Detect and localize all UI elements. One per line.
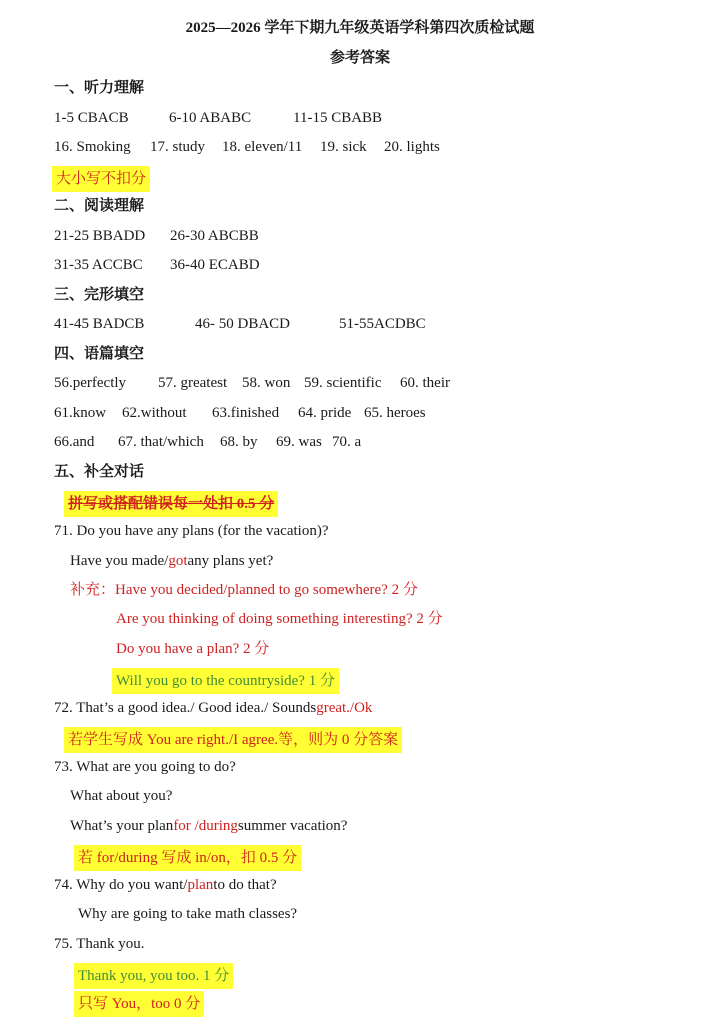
answer-row [54, 137, 440, 157]
answer-group: 51-55ACDBC [339, 316, 426, 332]
question-75: 75. Thank you. [54, 936, 145, 952]
answer-text: Have you made/ [70, 553, 169, 569]
supplement-answer: Have you decided/planned to go somewhere? 2 分 [115, 582, 418, 598]
grading-note-text: 若 for/during 写成 in/on，扣 0.5 分 [74, 845, 301, 871]
answer-group: 46- 50 DBACD [195, 316, 291, 332]
answer-text: 72. That’s a good idea./ Good idea./ Sounds [54, 700, 317, 716]
supplement-answer: Are you thinking of doing something interesting? 2 分 [116, 611, 443, 627]
answer-item: 19. sick [320, 139, 367, 155]
answer-item: 57. greatest [158, 375, 228, 391]
question-73: 73. What are you going to do? [54, 759, 236, 775]
answer-text: any plans yet? [187, 553, 274, 569]
grading-note [74, 845, 301, 871]
answer-item: 16. Smoking [54, 139, 131, 155]
page-subtitle: 参考答案 [329, 50, 390, 66]
section-heading-cloze: 三、完形填空 [54, 287, 145, 303]
answer-line [70, 816, 347, 836]
answer-group: 26-30 ABCBB [170, 228, 259, 244]
answer-item: 64. pride [298, 405, 352, 421]
supplement-answer: Do you have a plan? 2 分 [116, 641, 270, 657]
answer-item: 60. their [400, 375, 450, 391]
grading-note [52, 166, 150, 192]
grading-note-text: 拼写或搭配错误每一处扣 0.5 分 [64, 491, 278, 517]
answer-item: 65. heroes [364, 405, 426, 421]
answer-group: 41-45 BADCB [54, 316, 145, 332]
answer-row [54, 403, 426, 423]
supplement-answer: Will you go to the countryside? 1 分 [112, 668, 339, 694]
answer-text: to do that? [213, 877, 277, 893]
section-heading-passage-fill: 四、语篇填空 [54, 346, 145, 362]
answer-text: summer vacation? [237, 818, 348, 834]
section-heading-listening: 一、听力理解 [54, 80, 145, 96]
page-title: 2025—2026 学年下期九年级英语学科第四次质检试题 [185, 20, 535, 36]
supplement-line [70, 580, 418, 600]
question-71: 71. Do you have any plans (for the vacation)? [54, 523, 329, 539]
answer-line: What about you? [70, 788, 173, 804]
supplement-label: 补充： [70, 582, 116, 598]
supplement-answer-highlight [112, 668, 339, 694]
answer-variant: for /during [173, 818, 238, 834]
section-heading-dialogue: 五、补全对话 [54, 464, 145, 480]
answer-group: 1-5 CBACB [54, 110, 129, 126]
answer-item: 67. that/which [118, 434, 204, 450]
answer-item: 69. was [276, 434, 322, 450]
answer-row [54, 108, 382, 128]
answer-item: 68. by [220, 434, 258, 450]
answer-row [54, 255, 260, 275]
answer-line [70, 551, 273, 571]
answer-item: 20. lights [384, 139, 440, 155]
grading-note [64, 491, 278, 517]
grading-note-text: 只写 You，too 0 分 [74, 991, 204, 1017]
answer-row [54, 226, 259, 246]
answer-text: 74. Why do you want/ [54, 877, 188, 893]
answer-item: 17. study [150, 139, 206, 155]
grading-note-text: 大小写不扣分 [52, 166, 150, 192]
answer-item: 56.perfectly [54, 375, 127, 391]
answer-item: 70. a [332, 434, 362, 450]
answer-item: 66.and [54, 434, 95, 450]
answer-item: 58. won [242, 375, 291, 391]
grading-note-text: 若学生写成 You are right./I agree.等，则为 0 分答案 [64, 727, 402, 753]
answer-group: 11-15 CBABB [293, 110, 383, 126]
answer-text: What’s your plan [70, 818, 174, 834]
answer-row [54, 432, 361, 452]
answer-item: 63.finished [212, 405, 280, 421]
grading-note [74, 991, 204, 1017]
answer-line-highlight [74, 963, 233, 989]
answer-row [54, 314, 426, 334]
section-heading-reading: 二、阅读理解 [54, 198, 145, 214]
answer-group: 21-25 BBADD [54, 228, 146, 244]
answer-group: 36-40 ECABD [170, 257, 260, 273]
answer-variant: great./Ok [316, 700, 373, 716]
answer-line: Why are going to take math classes? [78, 906, 298, 922]
answer-item: 59. scientific [304, 375, 382, 391]
answer-item: 18. eleven/11 [222, 139, 303, 155]
answer-variant: plan [187, 877, 214, 893]
answer-variant: got [168, 553, 188, 569]
answer-row [54, 373, 450, 393]
answer-item: 61.know [54, 405, 107, 421]
grading-note [64, 727, 402, 753]
question-72 [54, 698, 372, 718]
answer-item: 62.without [122, 405, 187, 421]
answer-group: 6-10 ABABC [169, 110, 252, 126]
question-74 [54, 875, 277, 895]
answer-group: 31-35 ACCBC [54, 257, 143, 273]
answer-text: Thank you, you too. 1 分 [74, 963, 233, 989]
